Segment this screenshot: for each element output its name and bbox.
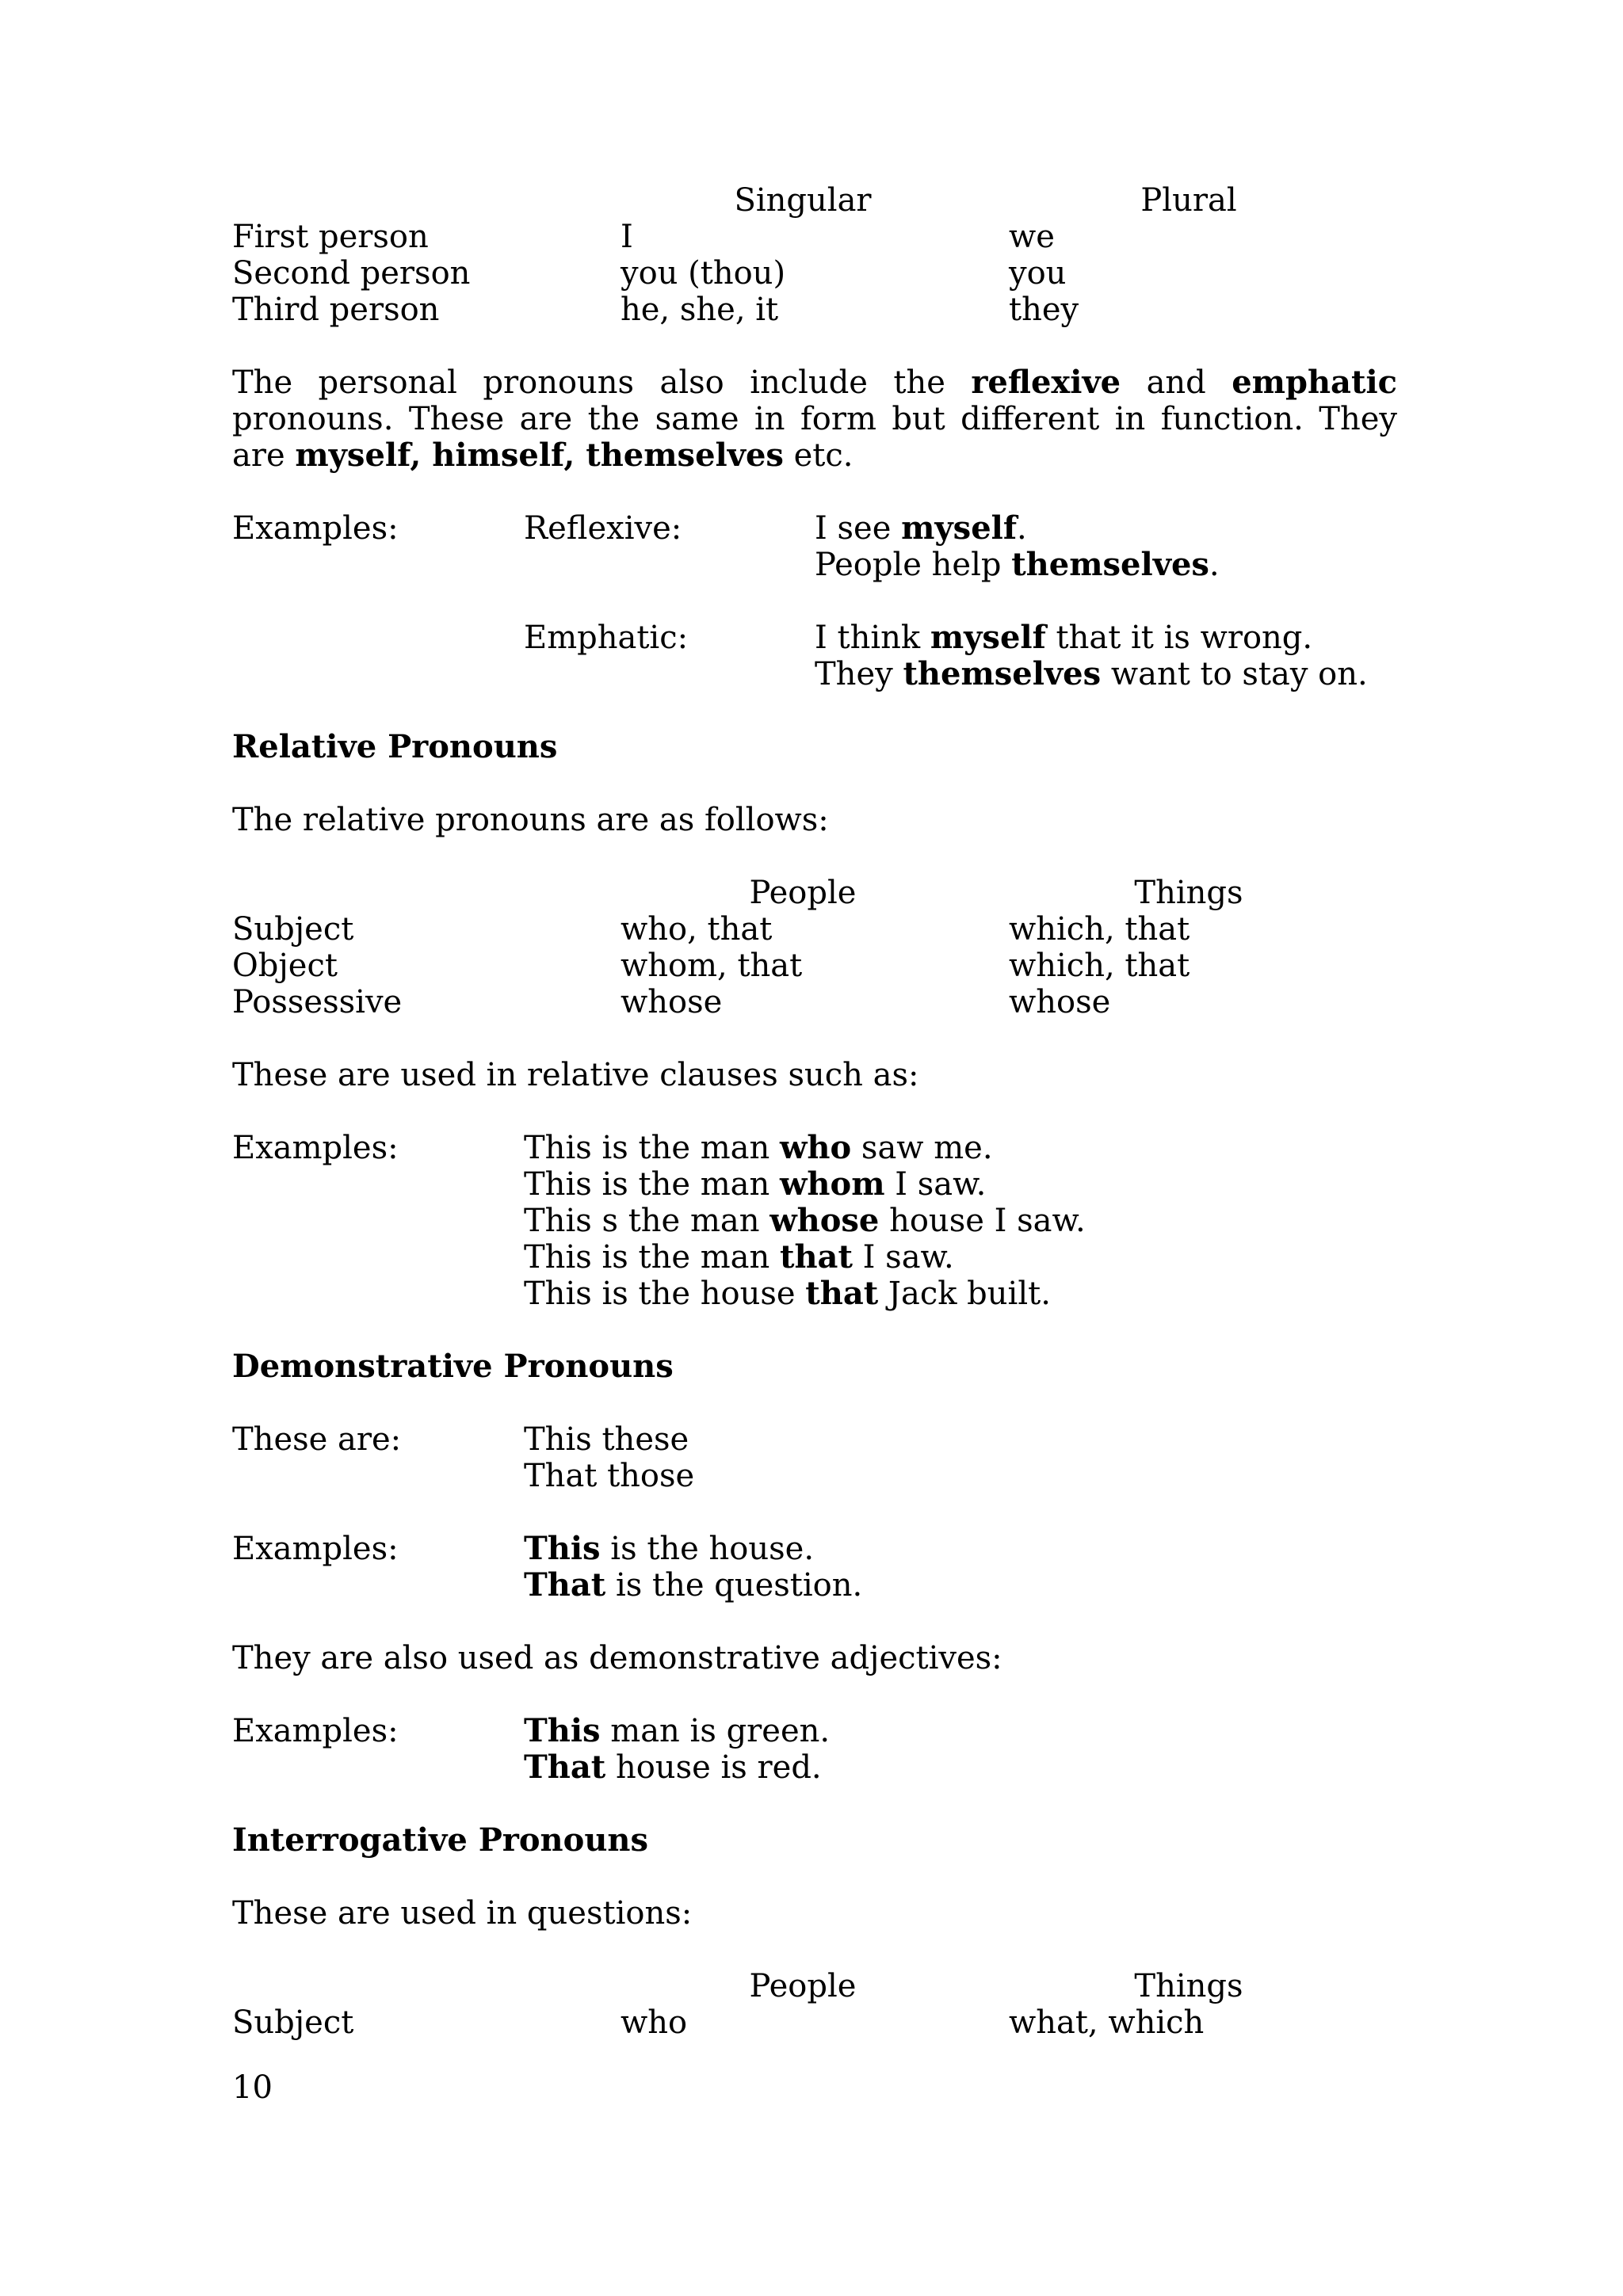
cell-plural: they: [1009, 292, 1079, 328]
table-header: [232, 1968, 1397, 2004]
para-bold: reflexive: [971, 364, 1121, 401]
example-line: This is the man whom I saw.: [524, 1165, 987, 1203]
reflexive-group: [232, 510, 1397, 583]
personal-pronoun-table: [232, 182, 1397, 328]
emphatic-label: Emphatic:: [524, 620, 689, 656]
row-label: Second person: [232, 255, 471, 292]
header-people: People: [749, 875, 857, 911]
example-line: That house is red.: [524, 1749, 822, 1786]
para-text: The personal pronouns also include the: [232, 364, 972, 401]
row-label: Third person: [232, 292, 440, 328]
example-line: They themselves want to stay on.: [815, 655, 1368, 692]
row-label: Subject: [232, 911, 354, 948]
header-things: Things: [1134, 875, 1243, 911]
examples-label: Examples:: [232, 510, 399, 547]
these-are-label: These are:: [232, 1421, 402, 1458]
example-line: This man is green.: [524, 1712, 831, 1749]
list-line: That those: [524, 1458, 695, 1494]
examples-label: Examples:: [232, 1713, 399, 1749]
cell-things: whose: [1009, 984, 1111, 1020]
cell-people: who: [621, 2004, 688, 2041]
example-line: This s the man whose house I saw.: [524, 1202, 1086, 1239]
table-row: [232, 911, 1397, 948]
cell-people: who, that: [621, 911, 773, 948]
adjective-examples: [232, 1713, 1397, 1786]
example-line: People help themselves.: [815, 546, 1220, 583]
relative-pronoun-table: [232, 875, 1397, 1020]
header-people: People: [749, 1968, 857, 2004]
cell-people: whom, that: [621, 948, 803, 984]
table-row: [232, 2004, 1397, 2041]
demonstrative-heading: Demonstrative Pronouns: [232, 1348, 674, 1385]
relative-clauses-intro: These are used in relative clauses such as:: [232, 1057, 919, 1093]
table-row: [232, 219, 1397, 255]
reflexive-label: Reflexive:: [524, 510, 682, 547]
para-text: etc.: [783, 437, 854, 474]
cell-singular: you (thou): [621, 255, 786, 292]
reflexive-paragraph: [232, 364, 1397, 474]
header-singular: Singular: [734, 182, 872, 219]
examples-label: Examples:: [232, 1130, 399, 1166]
row-label: Object: [232, 948, 338, 984]
header-things: Things: [1134, 1968, 1243, 2004]
examples-label: Examples:: [232, 1531, 399, 1567]
example-line: That is the question.: [524, 1566, 863, 1604]
para-bold: myself, himself, themselves: [295, 437, 784, 474]
para-bold: emphatic: [1232, 364, 1397, 401]
page-number: 10: [232, 2069, 273, 2106]
interrogative-intro: These are used in questions:: [232, 1895, 693, 1932]
row-label: First person: [232, 219, 429, 255]
table-row: [232, 948, 1397, 984]
cell-things: what, which: [1009, 2004, 1205, 2041]
table-row: [232, 255, 1397, 292]
row-label: Possessive: [232, 984, 403, 1020]
example-line: I see myself.: [815, 509, 1027, 547]
para-text: pronouns. These are the same in form but different in function. They are: [232, 401, 1397, 474]
relative-intro: The relative pronouns are as follows:: [232, 802, 829, 838]
header-plural: Plural: [1140, 182, 1237, 219]
cell-things: which, that: [1009, 948, 1190, 984]
cell-things: which, that: [1009, 911, 1190, 948]
table-row: [232, 984, 1397, 1020]
table-header: [232, 182, 1397, 219]
cell-people: whose: [621, 984, 723, 1020]
relative-heading: Relative Pronouns: [232, 728, 558, 765]
demonstrative-examples: [232, 1531, 1397, 1604]
para-text: and: [1121, 364, 1232, 401]
example-line: I think myself that it is wrong.: [815, 619, 1313, 656]
page-body: [232, 182, 1397, 2041]
list-line: This these: [524, 1421, 689, 1458]
cell-singular: he, she, it: [621, 292, 779, 328]
example-line: This is the man that I saw.: [524, 1238, 954, 1276]
emphatic-group: [232, 620, 1397, 692]
table-header: [232, 875, 1397, 911]
cell-plural: you: [1009, 255, 1067, 292]
interrogative-pronoun-table: [232, 1968, 1397, 2041]
relative-examples: [232, 1130, 1397, 1312]
row-label: Subject: [232, 2004, 354, 2041]
example-line: This is the house.: [524, 1530, 815, 1567]
cell-plural: we: [1009, 219, 1055, 255]
example-line: This is the man who saw me.: [524, 1129, 993, 1166]
cell-singular: I: [621, 219, 633, 255]
adjectives-intro: They are also used as demonstrative adjectives:: [232, 1640, 1002, 1676]
example-line: This is the house that Jack built.: [524, 1275, 1051, 1312]
reflexive-examples: [232, 510, 1397, 692]
table-row: [232, 292, 1397, 328]
demonstrative-list: [232, 1421, 1397, 1494]
interrogative-heading: Interrogative Pronouns: [232, 1821, 648, 1859]
